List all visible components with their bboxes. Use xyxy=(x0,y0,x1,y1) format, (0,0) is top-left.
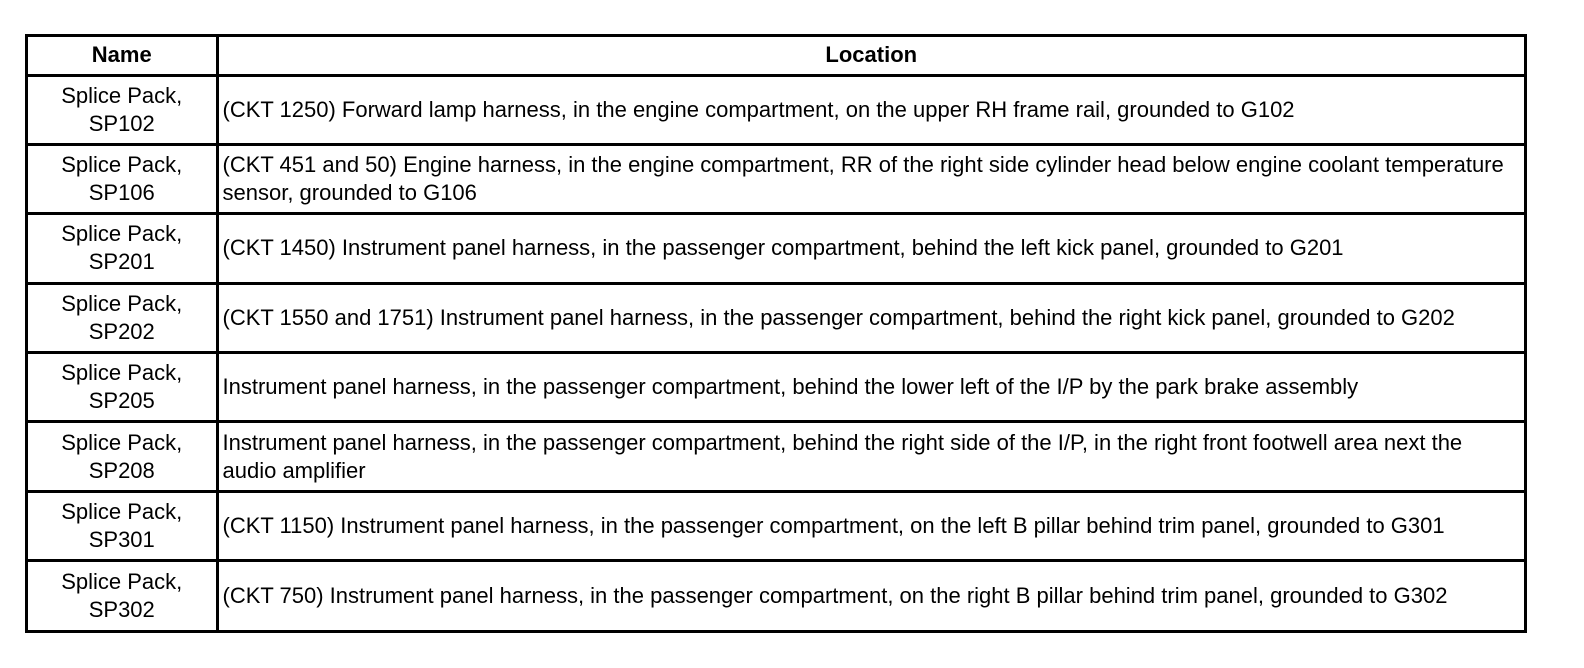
name-cell xyxy=(28,561,217,630)
name-line-1: Splice Pack, xyxy=(61,569,183,595)
name-cell xyxy=(28,422,217,491)
name-line-2: SP102 xyxy=(88,110,155,136)
name-line-2: SP205 xyxy=(88,388,155,414)
name-line-2: SP302 xyxy=(88,597,155,623)
table-row xyxy=(28,283,1524,352)
name-line-2: SP202 xyxy=(88,318,155,344)
location-cell: Instrument panel harness, in the passenger compartment, behind the lower left of the I/P by the park brake assembly xyxy=(217,353,1524,422)
location-cell: Instrument panel harness, in the passenger compartment, behind the right side of the I/P, in the right front footwell area next the audio amplifier xyxy=(217,422,1524,491)
name-cell xyxy=(28,75,217,144)
table-row xyxy=(28,353,1524,422)
splice-pack-table xyxy=(28,37,1524,630)
table-row xyxy=(28,561,1524,630)
location-cell: (CKT 1450) Instrument panel harness, in the passenger compartment, behind the left kick panel, grounded to G201 xyxy=(217,214,1524,283)
splice-pack-table-frame xyxy=(25,34,1527,633)
name-cell xyxy=(28,283,217,352)
location-cell: (CKT 451 and 50) Engine harness, in the engine compartment, RR of the right side cylinder head below engine coolant temperature sensor, grounded to G106 xyxy=(217,144,1524,213)
name-cell xyxy=(28,214,217,283)
table-row xyxy=(28,75,1524,144)
name-line-1: Splice Pack, xyxy=(61,360,183,386)
name-line-1: Splice Pack, xyxy=(61,221,183,247)
table-row xyxy=(28,491,1524,560)
name-cell xyxy=(28,353,217,422)
header-location: Location xyxy=(217,37,1524,75)
header-row xyxy=(28,37,1524,75)
table-row xyxy=(28,144,1524,213)
name-cell xyxy=(28,144,217,213)
location-cell: (CKT 1250) Forward lamp harness, in the engine compartment, on the upper RH frame rail, grounded to G102 xyxy=(217,75,1524,144)
name-line-1: Splice Pack, xyxy=(61,429,183,455)
location-cell: (CKT 1150) Instrument panel harness, in the passenger compartment, on the left B pillar behind trim panel, grounded to G301 xyxy=(217,491,1524,560)
name-line-1: Splice Pack, xyxy=(61,498,183,524)
name-line-2: SP208 xyxy=(88,457,155,483)
table-row xyxy=(28,422,1524,491)
name-line-1: Splice Pack, xyxy=(61,152,183,178)
name-line-1: Splice Pack, xyxy=(61,82,183,108)
name-line-2: SP301 xyxy=(88,526,155,552)
location-cell: (CKT 1550 and 1751) Instrument panel harness, in the passenger compartment, behind the right kick panel, grounded to G202 xyxy=(217,283,1524,352)
location-cell: (CKT 750) Instrument panel harness, in the passenger compartment, on the right B pillar behind trim panel, grounded to G302 xyxy=(217,561,1524,630)
name-line-2: SP201 xyxy=(88,249,155,275)
name-cell xyxy=(28,491,217,560)
name-line-2: SP106 xyxy=(88,180,155,206)
table-row xyxy=(28,214,1524,283)
header-name: Name xyxy=(28,37,217,75)
name-line-1: Splice Pack, xyxy=(61,290,183,316)
